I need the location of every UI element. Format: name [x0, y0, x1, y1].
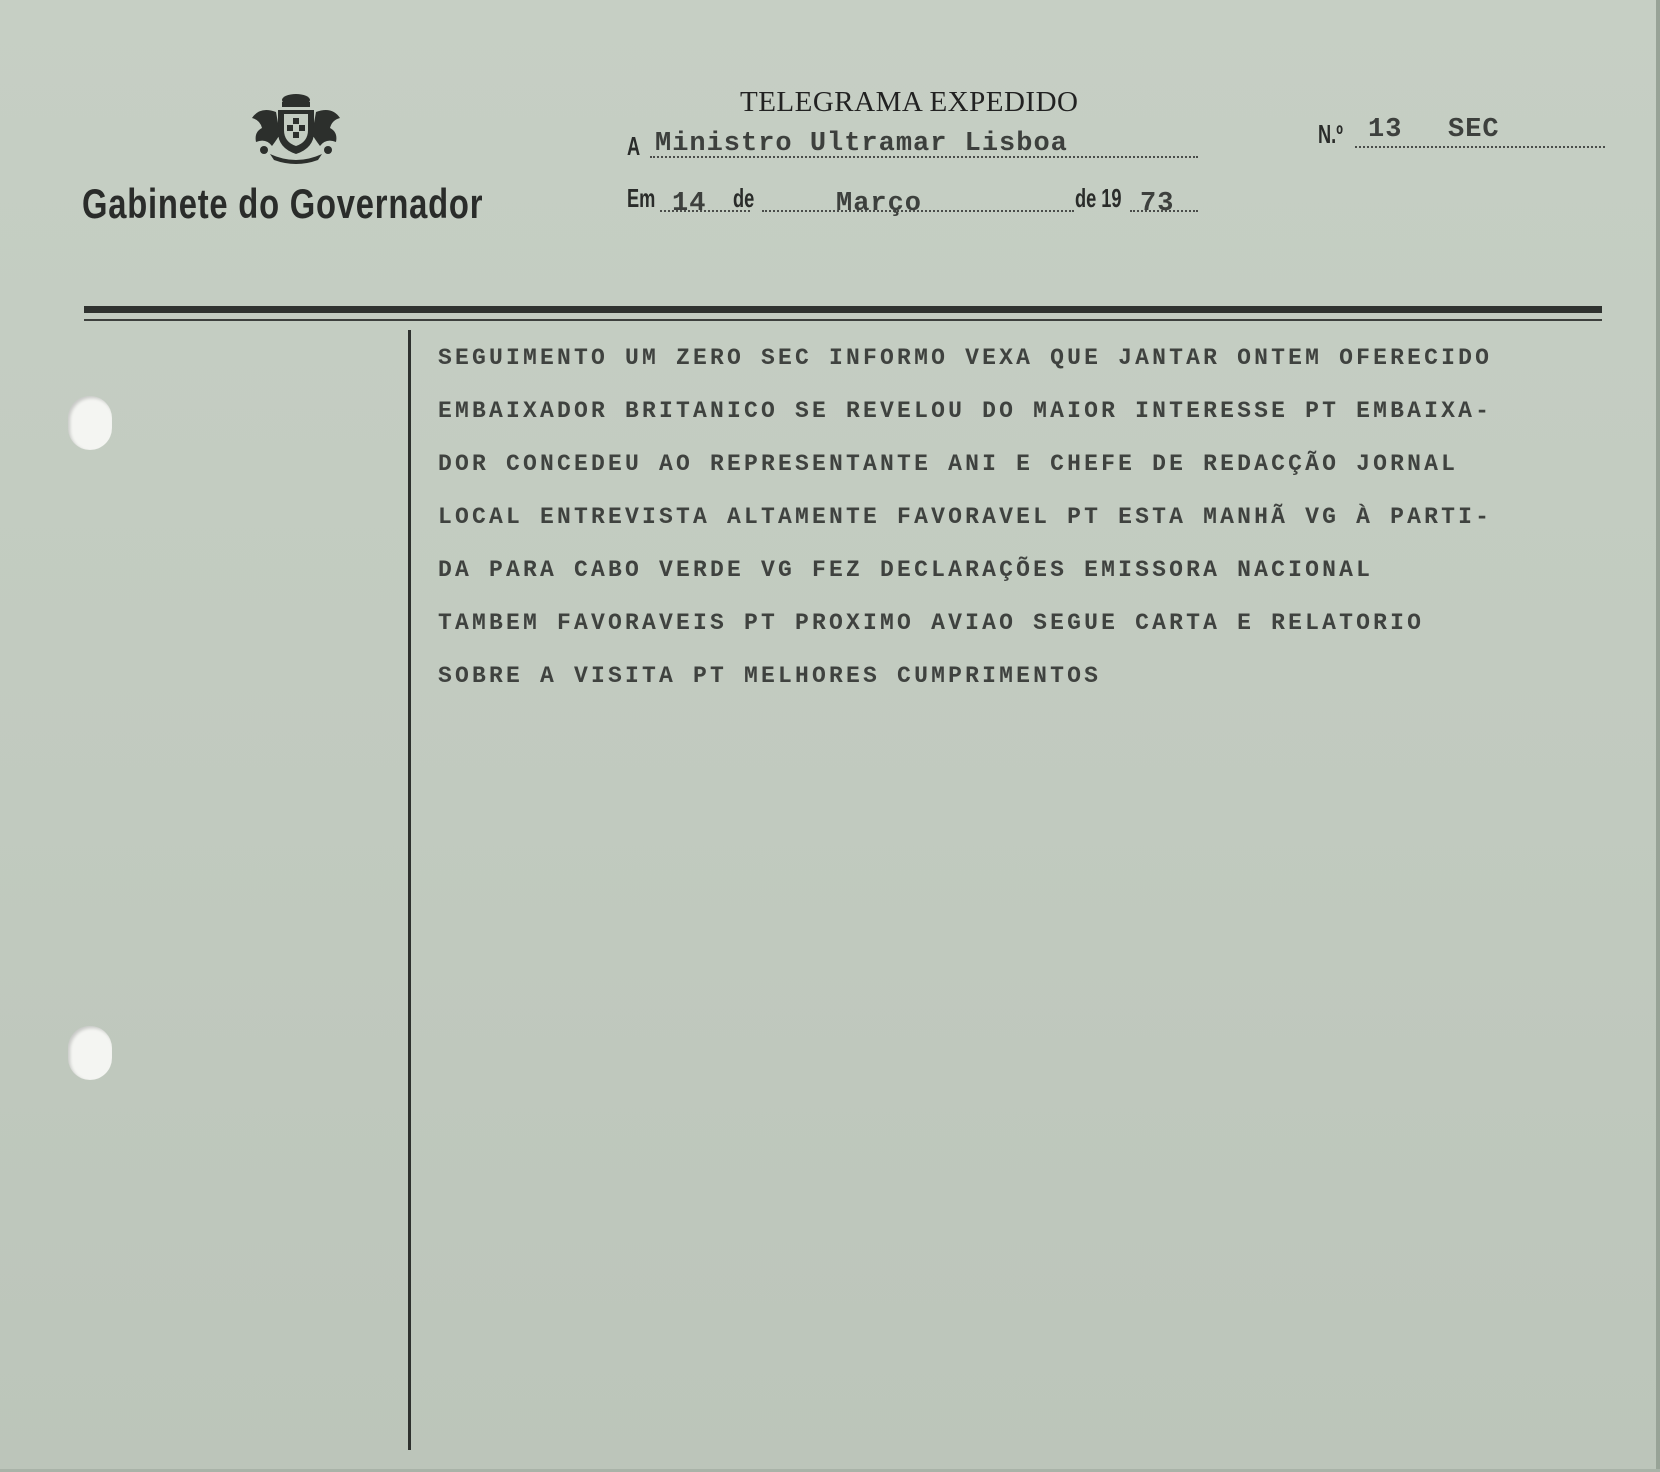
- number-suffix: SEC: [1448, 115, 1500, 145]
- header-rule-thick: [84, 306, 1602, 313]
- date-label: Em: [627, 183, 656, 213]
- margin-line: [408, 330, 411, 1450]
- to-value: Ministro Ultramar Lisboa: [655, 129, 1068, 159]
- month-value: Março: [836, 189, 923, 219]
- to-label: A: [627, 131, 641, 161]
- paper-edge-right: [1656, 0, 1660, 1472]
- message-line: TAMBEM FAVORAVEIS PT PROXIMO AVIAO SEGUE CARTA E RELATORIO: [438, 610, 1425, 636]
- message-line: LOCAL ENTREVISTA ALTAMENTE FAVORAVEL PT ESTA MANHÃ VG À PARTI-: [438, 504, 1493, 530]
- message-line: SEGUIMENTO UM ZERO SEC INFORMO VEXA QUE JANTAR ONTEM OFERECIDO: [438, 345, 1493, 371]
- message-line: EMBAIXADOR BRITANICO SE REVELOU DO MAIOR INTERESSE PT EMBAIXA-: [438, 398, 1493, 424]
- message-line: SOBRE A VISITA PT MELHORES CUMPRIMENTOS: [438, 663, 1102, 689]
- message-line: DA PARA CABO VERDE VG FEZ DECLARAÇÕES EMISSORA NACIONAL: [438, 557, 1374, 583]
- message-line: DOR CONCEDEU AO REPRESENTANTE ANI E CHEFE DE REDACÇÃO JORNAL: [438, 451, 1459, 477]
- number-dotted-line: [1355, 146, 1605, 148]
- day-value: 14: [672, 189, 707, 219]
- punch-hole-top: [68, 396, 112, 450]
- office-name: Gabinete do Governador: [82, 180, 484, 227]
- message-body: [438, 332, 1660, 712]
- header-rule-thin: [84, 319, 1602, 321]
- number-value: 13: [1368, 115, 1403, 145]
- number-label: N.º: [1318, 119, 1343, 149]
- year-label: de 19: [1075, 183, 1122, 213]
- coat-of-arms-icon: [248, 92, 344, 164]
- year-value: 73: [1140, 189, 1175, 219]
- de-label-1: de: [733, 183, 755, 213]
- punch-hole-bottom: [68, 1026, 112, 1080]
- form-title: TELEGRAMA EXPEDIDO: [740, 86, 1079, 118]
